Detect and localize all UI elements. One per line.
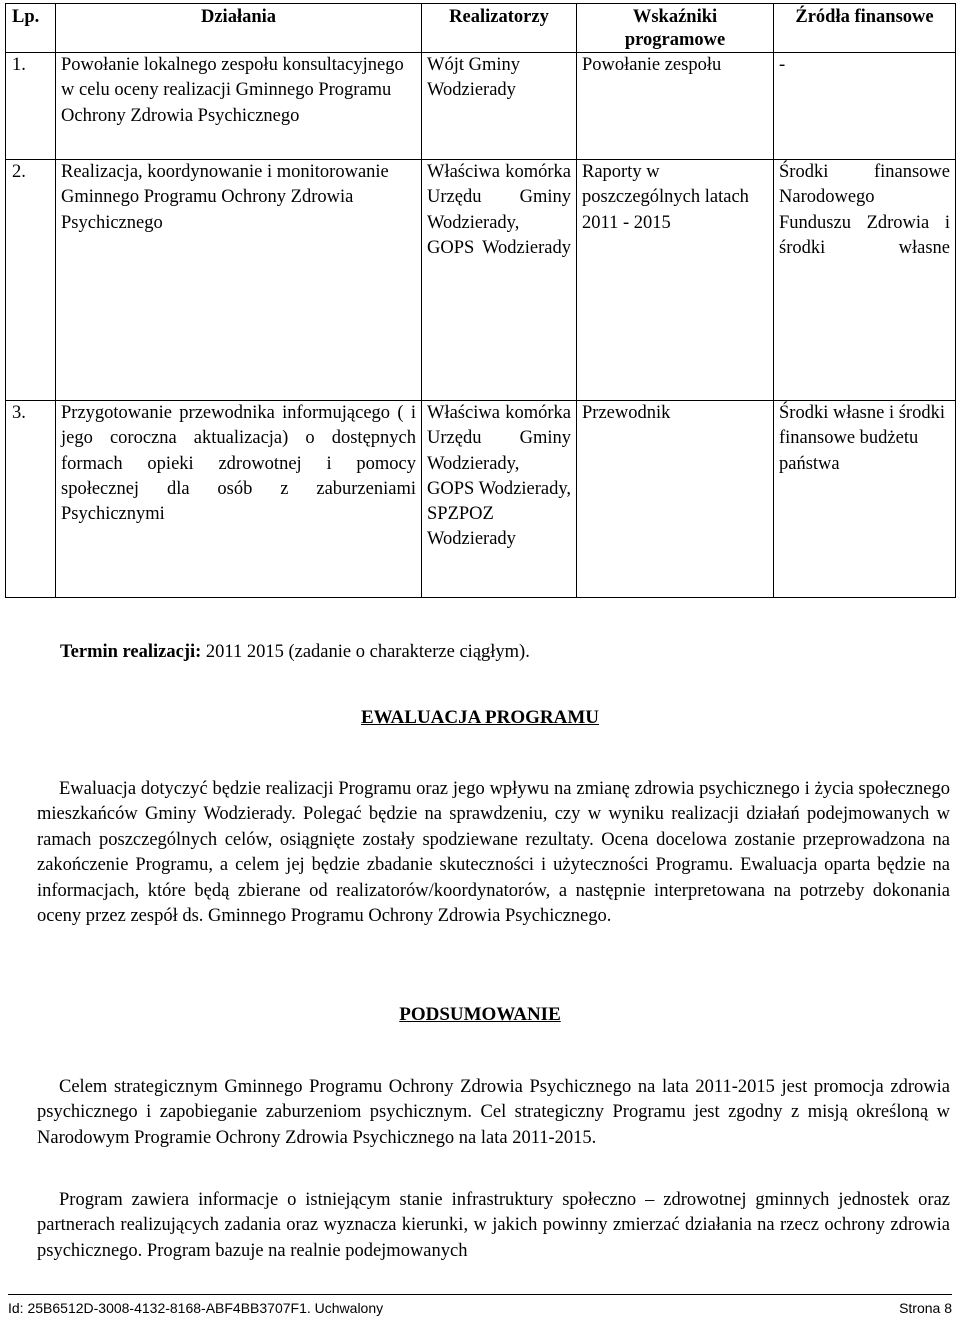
summary-paragraph-2: Program zawiera informacje o istniejącym stanie infrastruktury społeczno – zdrowotnej gminnych jednostek oraz partnerach realizujących zadania oraz wyznacza kierunki, w jakich powinny zmierzać działania na rzecz ochrony zdrowia psychicznego. Program bazuje na realnie podejmowanych	[37, 1190, 950, 1261]
row-indicators-text: Powołanie zespołu	[582, 55, 722, 75]
header-lp: Lp.	[6, 4, 56, 53]
page-number: Strona 8	[899, 1300, 952, 1316]
summary-paragraph-1: Celem strategicznym Gminnego Programu Ochrony Zdrowia Psychicznego na lata 2011-2015 jest promocja zdrowia psychicznego i zapobieganie zaburzeniom psychicznym. Cel strategiczny Programu jest zgodny z misją określoną w Narodowym Programie Ochrony Zdrowia Psychicznego na lata 2011-2015.	[37, 1077, 950, 1148]
header-dzialania: Działania	[56, 4, 422, 53]
evaluation-heading: EWALUACJA PROGRAMU	[360, 707, 600, 728]
row-implementers: Wójt Gminy Wodzierady	[422, 53, 577, 160]
term-label: Termin realizacji:	[60, 642, 202, 662]
row-number: 2.	[6, 160, 56, 401]
implementation-term	[60, 642, 530, 663]
row-funding: Środki własne i środki finansowe budżetu państwa	[774, 401, 956, 598]
row-action: Realizacja, koordynowanie i monitorowanie Gminnego Programu Ochrony Zdrowia Psychicznego	[56, 160, 422, 401]
table-row	[6, 53, 956, 160]
document-id: Id: 25B6512D-3008-4132-8168-ABF4BB3707F1. Uchwalony	[8, 1300, 384, 1316]
row-indicators	[577, 53, 774, 160]
row-funding: -	[774, 53, 956, 160]
header-realizatorzy: Realizatorzy	[422, 4, 577, 53]
row-action: Powołanie lokalnego zespołu konsultacyjnego w celu oceny realizacji Gminnego Programu Ochrony Zdrowia Psychicznego	[56, 53, 422, 160]
header-wskazniki: Wskaźniki programowe	[577, 4, 774, 53]
row-funding: Środki finansowe Narodowego Funduszu Zdrowia i środki własne	[774, 160, 956, 401]
row-indicators: Przewodnik	[577, 401, 774, 598]
row-number: 3.	[6, 401, 56, 598]
page-footer	[8, 1294, 952, 1316]
row-number: 1.	[6, 53, 56, 160]
row-action: Przygotowanie przewodnika informującego ( i jego coroczna aktualizacja) o dostępnych formach opieki zdrowotnej i pomocy społecznej dla osób z zaburzeniami Psychicznymi	[56, 401, 422, 598]
table-row	[6, 401, 956, 598]
row-implementers: Właściwa komórka Urzędu Gminy Wodzierady, GOPS Wodzierady	[422, 160, 577, 401]
table-row	[6, 160, 956, 401]
summary-heading: PODSUMOWANIE	[399, 1004, 561, 1025]
row-indicators: Raporty w poszczególnych latach 2011 - 2015	[577, 160, 774, 401]
row-implementers: Właściwa komórka Urzędu Gminy Wodzierady, GOPS Wodzierady, SPZPOZ Wodzierady	[422, 401, 577, 598]
table-header-row	[6, 4, 956, 53]
header-zrodla: Źródła finansowe	[774, 4, 956, 53]
action-plan-table	[5, 3, 956, 598]
term-value: 2011 2015 (zadanie o charakterze ciągłym).	[205, 642, 530, 662]
evaluation-paragraph: Ewaluacja dotyczyć będzie realizacji Programu oraz jego wpływu na zmianę zdrowia psychicznego i życia społecznego mieszkańców Gminy Wodzierady. Polegać będzie na sprawdzeniu, czy w wyniku realizacji działań podejmowanych w ramach poszczególnych celów, osiągnięte zostały spodziewane rezultaty. Ocena docelowa zostanie przeprowadzona na zakończenie Programu, a celem jej będzie zbadanie skuteczności i użyteczności Programu. Ewaluacja oparta będzie na informacjach, które będą zbierane od realizatorów/koordynatorów, a następnie interpretowana na potrzeby dokonania oceny przez zespół ds. Gminnego Programu Ochrony Zdrowia Psychicznego.	[37, 779, 950, 927]
